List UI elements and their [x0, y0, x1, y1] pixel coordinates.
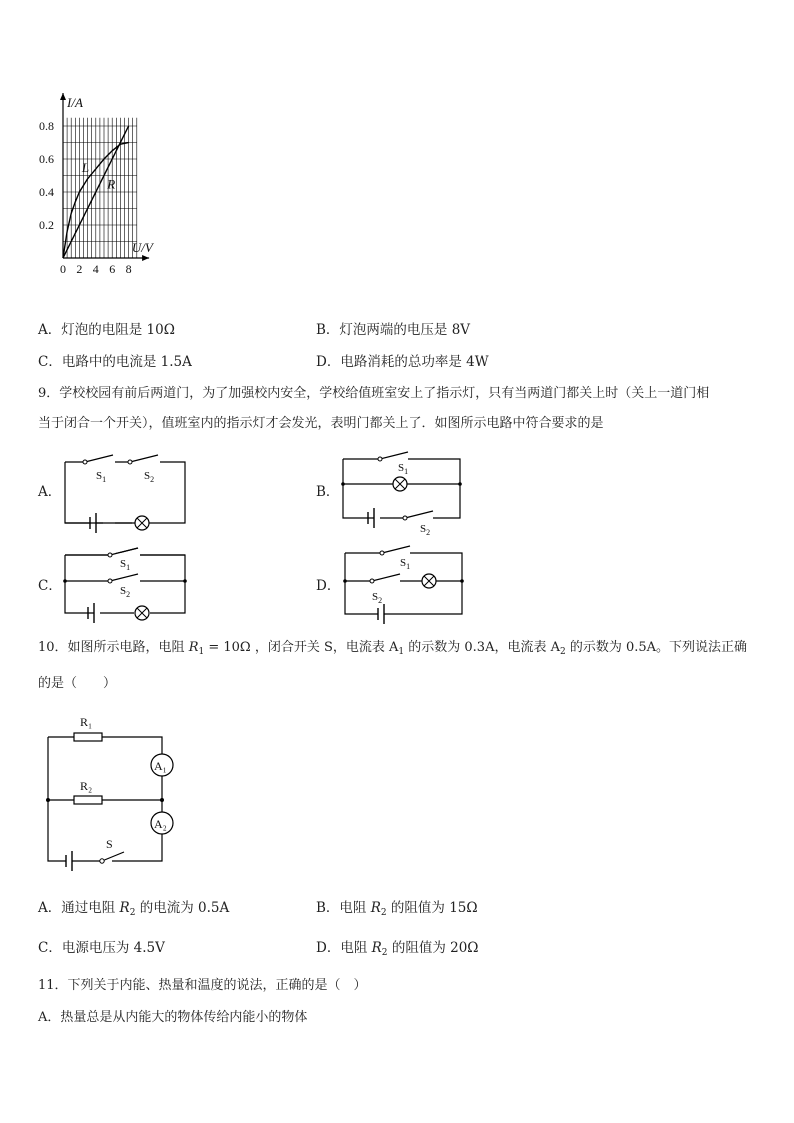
y-axis-arrow — [60, 93, 66, 100]
y-tick-label: 0.2 — [39, 218, 54, 232]
q8-option-a[interactable]: A．灯泡的电阻是 10Ω — [38, 322, 175, 338]
series-R-label: R — [107, 176, 116, 192]
x-tick-label: 4 — [92, 262, 99, 276]
svg-text:S2: $S_2$ — [144, 470, 155, 484]
q11-stem: 11．下列关于内能、热量和温度的说法，正确的是（ ） — [38, 978, 367, 993]
q9-option-d-label[interactable]: D． — [316, 578, 341, 594]
q9-circuit-b[interactable] — [340, 454, 470, 537]
y-tick-label: 0.4 — [39, 185, 54, 199]
svg-text:S1: $S_1$ — [400, 557, 411, 571]
q9-option-b-label[interactable]: B． — [316, 484, 340, 500]
q10-option-d[interactable]: D．电阻 $R_2$ 的阻值为 20Ω — [316, 940, 479, 958]
x-tick-label: 2 — [76, 262, 83, 276]
series-L-label: L — [81, 160, 90, 176]
q10-option-a[interactable]: A．通过电阻 $R_2$ 的电流为 0.5A — [38, 900, 230, 918]
x-axis-label: U/V — [131, 240, 153, 255]
q11-option-a[interactable]: A．热量总是从内能大的物体传给内能小的物体 — [38, 1010, 308, 1025]
x-tick-label: 6 — [109, 262, 116, 276]
fig-a2-label: A₂ — [154, 817, 167, 831]
q10-option-c[interactable]: C．电源电压为 4.5V — [38, 940, 165, 956]
q9-stem-line2: 当于闭合一个开关），值班室内的指示灯才会发光，表明门都关上了．如图所示电路中符合要求的是 — [38, 416, 604, 431]
q8-option-c[interactable]: C．电路中的电流是 1.5A — [38, 354, 192, 370]
q9-circuit-d[interactable] — [342, 548, 472, 623]
iu-graph — [30, 75, 290, 275]
svg-text:S2: $S_2$ — [372, 591, 383, 605]
q9-option-c-label[interactable]: C． — [38, 578, 62, 594]
y-tick-label: 0.8 — [39, 119, 54, 133]
fig-s-label: S — [106, 837, 113, 851]
q9-stem-line1: 9．学校校园有前后两道门，为了加强校内安全，学校给值班室安上了指示灯，只有当两道门都关上时（关上一道门相 — [38, 386, 710, 401]
q10-circuit — [44, 710, 184, 870]
svg-text:S1: $S_1$ — [398, 462, 409, 476]
q9-option-a-label[interactable]: A． — [38, 484, 62, 500]
x-tick-label: 8 — [125, 262, 132, 276]
q10-option-b[interactable]: B．电阻 $R_2$ 的阻值为 15Ω — [316, 900, 478, 918]
y-tick-label: 0.6 — [39, 152, 54, 166]
q8-option-b[interactable]: B．灯泡两端的电压是 8V — [316, 322, 471, 338]
q9-circuit-c[interactable] — [62, 548, 192, 623]
q10-stem-line1: 10．如图所示电路，电阻 $R_1 = 10\Omega$ ，闭合开关 S，电流表 $A_1$ 的示数为 0.3A，电流表 $A_2$ 的示数为 0.5A。下列说法正确 — [38, 640, 748, 657]
x-tick-label: 0 — [60, 262, 66, 276]
fig-r1-label: R₁ — [80, 715, 93, 729]
q9-circuit-a[interactable] — [60, 455, 190, 530]
x-axis-arrow — [142, 255, 149, 261]
fig-a1-label: A₁ — [154, 759, 167, 773]
q8-option-d[interactable]: D．电路消耗的总功率是 4W — [316, 354, 489, 370]
y-axis-label: I/A — [67, 95, 83, 110]
fig-r2-label: R₂ — [80, 779, 93, 793]
q10-stem-line2: 的是（ ） — [38, 676, 117, 691]
svg-text:S2: $S_2$ — [120, 585, 131, 599]
svg-text:S2: $S_2$ — [420, 523, 431, 537]
svg-text:S1: $S_1$ — [120, 558, 131, 572]
svg-text:S1: $S_1$ — [96, 470, 107, 484]
